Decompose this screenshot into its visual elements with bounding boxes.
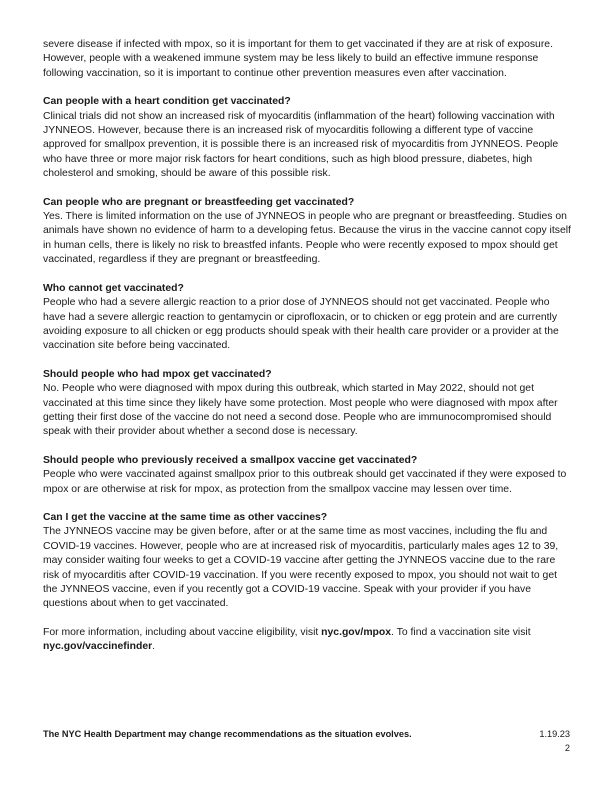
- section-heading: Should people who previously received a smallpox vaccine get vaccinated?: [43, 454, 418, 466]
- more-info-text: For more information, including about vaccine eligibility, visit: [43, 626, 322, 638]
- page-number: 2: [564, 743, 570, 753]
- vaccinefinder-link[interactable]: nyc.gov/vaccinefinder: [43, 641, 153, 653]
- section-heart-condition: [43, 95, 573, 181]
- footer-date: 1.19.23: [539, 729, 570, 739]
- section-pregnant-breastfeeding: [43, 196, 573, 268]
- more-info-paragraph: [43, 626, 573, 655]
- intro-paragraph: severe disease if infected with mpox, so it is important for them to get vaccinated if they are at risk of exposure. However, people with a weakened immune system may be less likely to build an effective immune response following vaccination, so it is important to continue other prevention measures even after vaccination.: [43, 39, 553, 79]
- section-body: People who had a severe allergic reaction to a prior dose of JYNNEOS should not get vaccinated. People who have had a severe allergic reaction to gentamycin or ciprofloxacin, or to chicken or egg protein and are currently avoiding exposure to all chicken or egg products should speak with their health care provider or a provider at the vaccination site before being vaccinated.: [43, 297, 559, 352]
- section-heading: Who cannot get vaccinated?: [43, 282, 184, 294]
- section-body: The JYNNEOS vaccine may be given before, after or at the same time as most vaccines, including the flu and COVID-19 vaccines. However, people who are at increased risk of myocarditis, particularly males ages 12 to 39, may consider waiting four weeks to get a COVID-19 vaccine after getting the JYNNEOS vaccine due to the rare risk of myocarditis after COVID-19 vaccination. If you were recently exposed to mpox, you should not wait to get the JYNNEOS vaccine, even if you recently got a COVID-19 vaccine. Speak with your provider if you have questions about when to get vaccinated.: [43, 526, 559, 610]
- more-info-text: .: [152, 641, 156, 653]
- section-body: Yes. There is limited information on the use of JYNNEOS in people who are pregnant or breastfeeding. Studies on animals have shown no evidence of harm to a developing fetus. Because the virus in the vaccine cannot copy itself in human cells, there is likely no risk to breastfed infants. People who were recently exposed to mpox should get vaccinated, regardless if they are pregnant or breastfeeding.: [43, 211, 571, 266]
- mpox-link[interactable]: nyc.gov/mpox: [321, 626, 392, 638]
- page-footer: [43, 728, 570, 753]
- section-other-vaccines: [43, 511, 573, 612]
- section-heading: Should people who had mpox get vaccinated?: [43, 368, 272, 380]
- document-page: [43, 38, 573, 655]
- section-body: People who were vaccinated against smallpox prior to this outbreak should get vaccinated if they were exposed to mpox or are otherwise at risk for mpox, as protection from the smallpox vaccine may lessen over time.: [43, 469, 567, 495]
- section-body: Clinical trials did not show an increased risk of myocarditis (inflammation of the heart) following vaccination with JYNNEOS. However, because there is an increased risk of myocarditis following a different type of vaccine approved for smallpox prevention, it is possible there is an increased risk of myocarditis from JYNNEOS. People who have three or more major risk factors for heart conditions, such as high blood pressure, diabetes, high cholesterol and smoking, should be aware of this possible risk.: [43, 110, 559, 180]
- section-heading: Can people with a heart condition get vaccinated?: [43, 96, 291, 108]
- section-who-cannot: [43, 282, 573, 354]
- section-heading: Can I get the vaccine at the same time as other vaccines?: [43, 511, 328, 523]
- section-had-mpox: [43, 368, 573, 440]
- section-smallpox-vaccine: [43, 454, 573, 497]
- more-info-text: . To find a vaccination site visit: [391, 626, 531, 638]
- section-heading: Can people who are pregnant or breastfeeding get vaccinated?: [43, 196, 355, 208]
- footer-note: The NYC Health Department may change recommendations as the situation evolves.: [43, 729, 412, 739]
- section-body: No. People who were diagnosed with mpox during this outbreak, which started in May 2022, should not get vaccinated at this time since they likely have some protection. Most people who were diagnosed with mpox after getting their first dose of the vaccine do not need a second dose. People who are immunocompromised should speak with their provider about whether a second dose is necessary.: [43, 383, 558, 438]
